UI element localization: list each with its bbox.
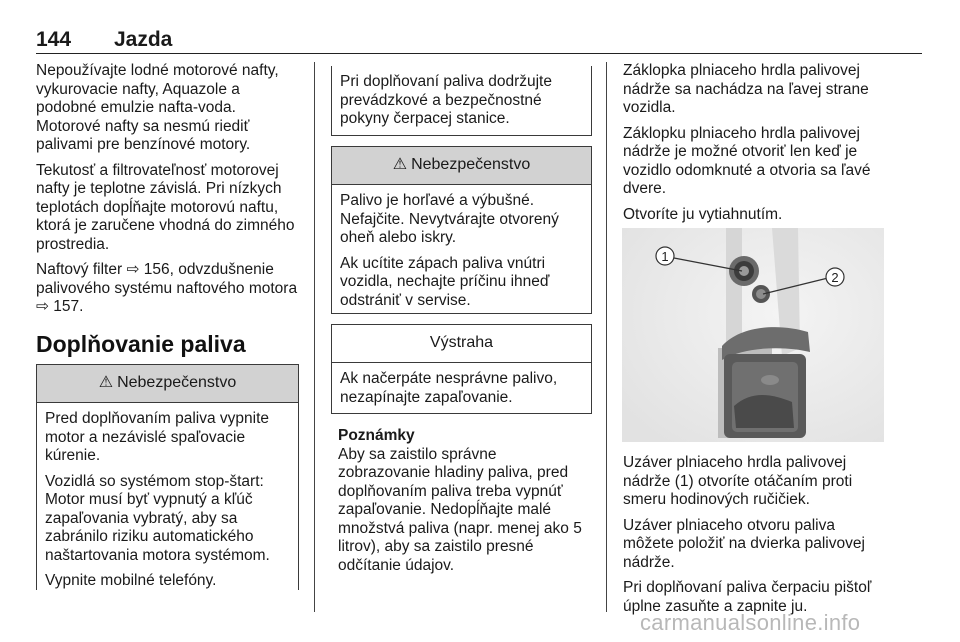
paragraph-diesel-filter-refs: Naftový filter ⇨ 156, odvzdušnenie palivového systému naftového motora ⇨ 157. [36,261,298,315]
danger-box-title: Nebezpečenstvo [117,374,237,392]
danger-box-refuelling [36,364,299,590]
paragraph-marine-diesel: Nepoužívajte lodné motorové nafty, vykurovacie nafty, Aquazole a podobné emulzie nafta-voda. Motorové nafty sa nesmú riediť palivami pre benzínové motory. [36,62,279,153]
paragraph-flap-unlock: Záklopku plniaceho hrdla palivovej nádrže je možné otvoriť len keď je vozidlo odomknuté a otvoria sa ľavé dvere. [623,124,871,197]
danger-paragraph: Ak ucítite zápach paliva vnútri vozidla, nechajte príčinu ihneď odstrániť v servise. [340,254,550,309]
column-3 [623,62,885,231]
paragraph-cap-open: Uzáver plniaceho hrdla palivovej nádrže (1) otvoríte otáčaním proti smeru hodinových ručičiek. [623,454,853,508]
page-header [36,28,922,54]
column-1 [36,62,300,324]
callout-2: 2 [831,270,839,285]
paragraph-cold-temperature: Tekutosť a filtrovateľnosť motorovej nafty je teplotne závislá. Pri nízkych teplotách dopĺňajte motorovú naftu, ktorá je zaručene vhodná do zimného prostredia. [36,161,295,253]
caution-box [331,324,592,414]
section-title: Doplňovanie paliva [36,331,246,357]
danger-box-header [37,365,298,403]
column-3-lower [623,454,885,623]
warning-triangle-icon: ⚠ [392,156,408,174]
fuel-filler-figure [622,228,884,442]
danger-box-body [332,185,591,323]
danger-paragraph: Vypnite mobilné telefóny. [45,572,217,589]
paragraph-open-pull: Otvoríte ju vytiahnutím. [623,205,783,223]
warning-triangle-icon: ⚠ [98,374,114,392]
caution-box-title: Výstraha [429,334,494,352]
column-divider-1 [314,62,315,612]
chapter-title: Jazda [114,28,173,51]
station-instructions: Pri doplňovaní paliva dodržujte prevádzkové a bezpečnostné pokyny čerpacej stanice. [340,73,552,127]
fuel-filler-illustration [622,228,884,442]
paragraph-nozzle: Pri doplňovaní paliva čerpaciu pištoľ úplne zasuňte a zapnite ju. [623,579,872,615]
callout-1: 1 [661,249,669,264]
continued-box [331,66,592,136]
danger-box-header [332,147,591,185]
caution-text: Ak načerpáte nesprávne palivo, nezapínajte zapaľovanie. [340,370,558,406]
paragraph-flap-location: Záklopka plniaceho hrdla palivovej nádrže sa nachádza na ľavej strane vozidla. [623,62,869,116]
notes-text: Aby sa zaistilo správne zobrazovanie hladiny paliva, pred doplňovaním paliva treba vypnúť zapaľovanie. Nedopĺňajte malé množstvá paliva (napr. menej ako 5 litrov), aby sa zaistilo presné odčítanie údajov. [338,445,582,574]
caution-box-header [332,325,591,363]
danger-paragraph: Palivo je horľavé a výbušné. Nefajčite. Nevytvárajte otvorený oheň alebo iskry. [340,192,559,246]
continued-box-body [332,66,591,142]
danger-box-body [37,403,298,604]
caution-box-body [332,363,591,420]
column-divider-2 [606,62,607,612]
danger-box-title: Nebezpečenstvo [411,156,531,174]
paragraph-cap-place: Uzáver plniaceho otvoru paliva môžete položiť na dvierka palivovej nádrže. [623,516,865,571]
page-number: 144 [36,28,72,51]
notes-title: Poznámky [338,427,415,444]
danger-box-flammable [331,146,592,314]
danger-paragraph: Pred doplňovaním paliva vypnite motor a nezávislé spaľovacie kúrenie. [45,410,270,464]
danger-paragraph: Vozidlá so systémom stop-štart: Motor musí byť vypnutý a kľúč zapaľovania vybratý, aby sa zabránilo riziku automatického naštartovania motora systémom. [45,472,270,564]
watermark-text: carmanualsonline.info [640,610,861,635]
notes-block [338,427,592,575]
